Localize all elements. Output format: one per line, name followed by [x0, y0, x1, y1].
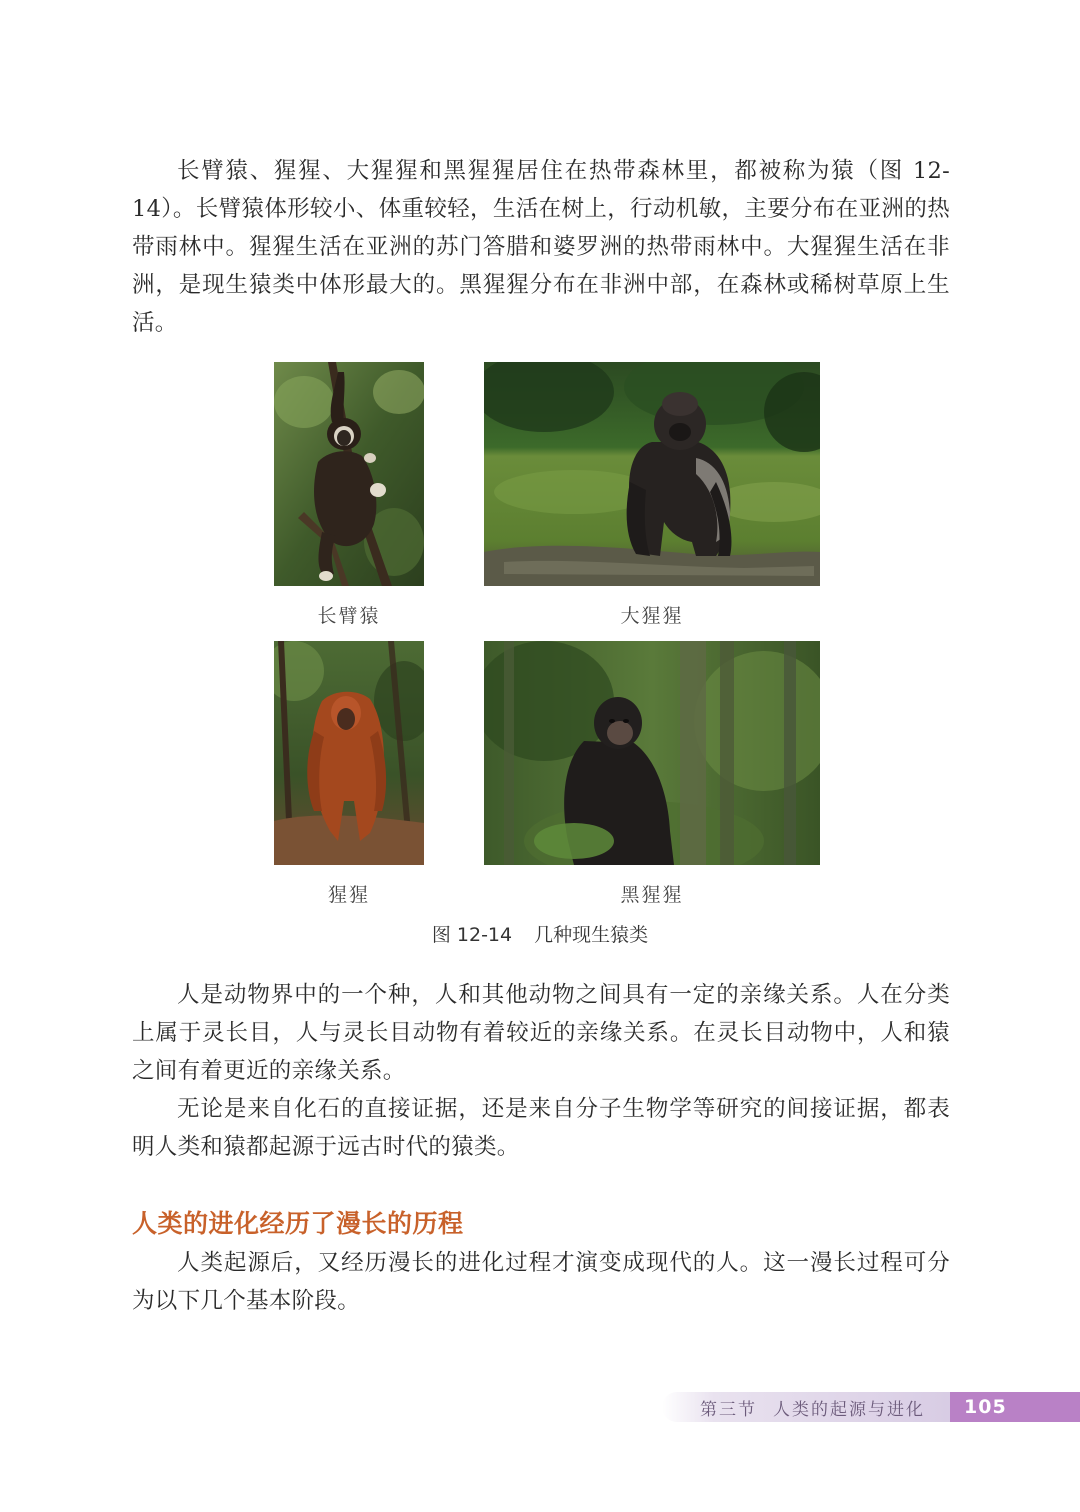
footer-section: [700, 1395, 925, 1420]
page-number: 105: [950, 1392, 1080, 1422]
evidence-paragraph: 无论是来自化石的直接证据，还是来自分子生物学等研究的间接证据，都表明人类和猿都起源于远古时代的猿类。: [132, 1096, 950, 1160]
gibbon-photo: [274, 362, 424, 586]
figure-number: 图 12-14: [431, 924, 513, 946]
relationship-paragraph: 人是动物界中的一个种，人和其他动物之间具有一定的亲缘关系。人在分类上属于灵长目，人与灵长目动物有着较近的亲缘关系。在灵长目动物中，人和猿之间有着更近的亲缘关系。: [132, 982, 950, 1084]
chimpanzee-caption: 黑猩猩: [620, 884, 684, 906]
orangutan-caption: 猩猩: [327, 884, 370, 906]
chimpanzee-photo: [484, 641, 820, 865]
footer-section-title: 人类的起源与进化: [773, 1400, 925, 1420]
gorilla-photo: [484, 362, 820, 586]
section-heading: 人类的进化经历了漫长的历程: [132, 1209, 464, 1238]
gorilla-caption: 大猩猩: [620, 605, 684, 627]
gibbon-caption: 长臂猿: [317, 605, 381, 627]
evolution-paragraph: 人类起源后，又经历漫长的进化过程才演变成现代的人。这一漫长过程可分为以下几个基本阶段。: [132, 1250, 950, 1314]
figure-title: 几种现生猿类: [534, 924, 649, 946]
orangutan-photo: [274, 641, 424, 865]
intro-paragraph: 长臂猿、猩猩、大猩猩和黑猩猩居住在热带森林里，都被称为猿（图 12-14）。长臂猿体形较小、体重较轻，生活在树上，行动机敏，主要分布在亚洲的热带雨林中。猩猩生活在亚洲的苏门答腊和婆罗洲的热带雨林中。大猩猩生活在非洲，是现生猿类中体形最大的。黑猩猩分布在非洲中部，在森林或稀树草原上生活。: [132, 158, 950, 336]
footer-section-number: 第三节: [700, 1400, 757, 1420]
figure-caption: [0, 920, 1080, 947]
